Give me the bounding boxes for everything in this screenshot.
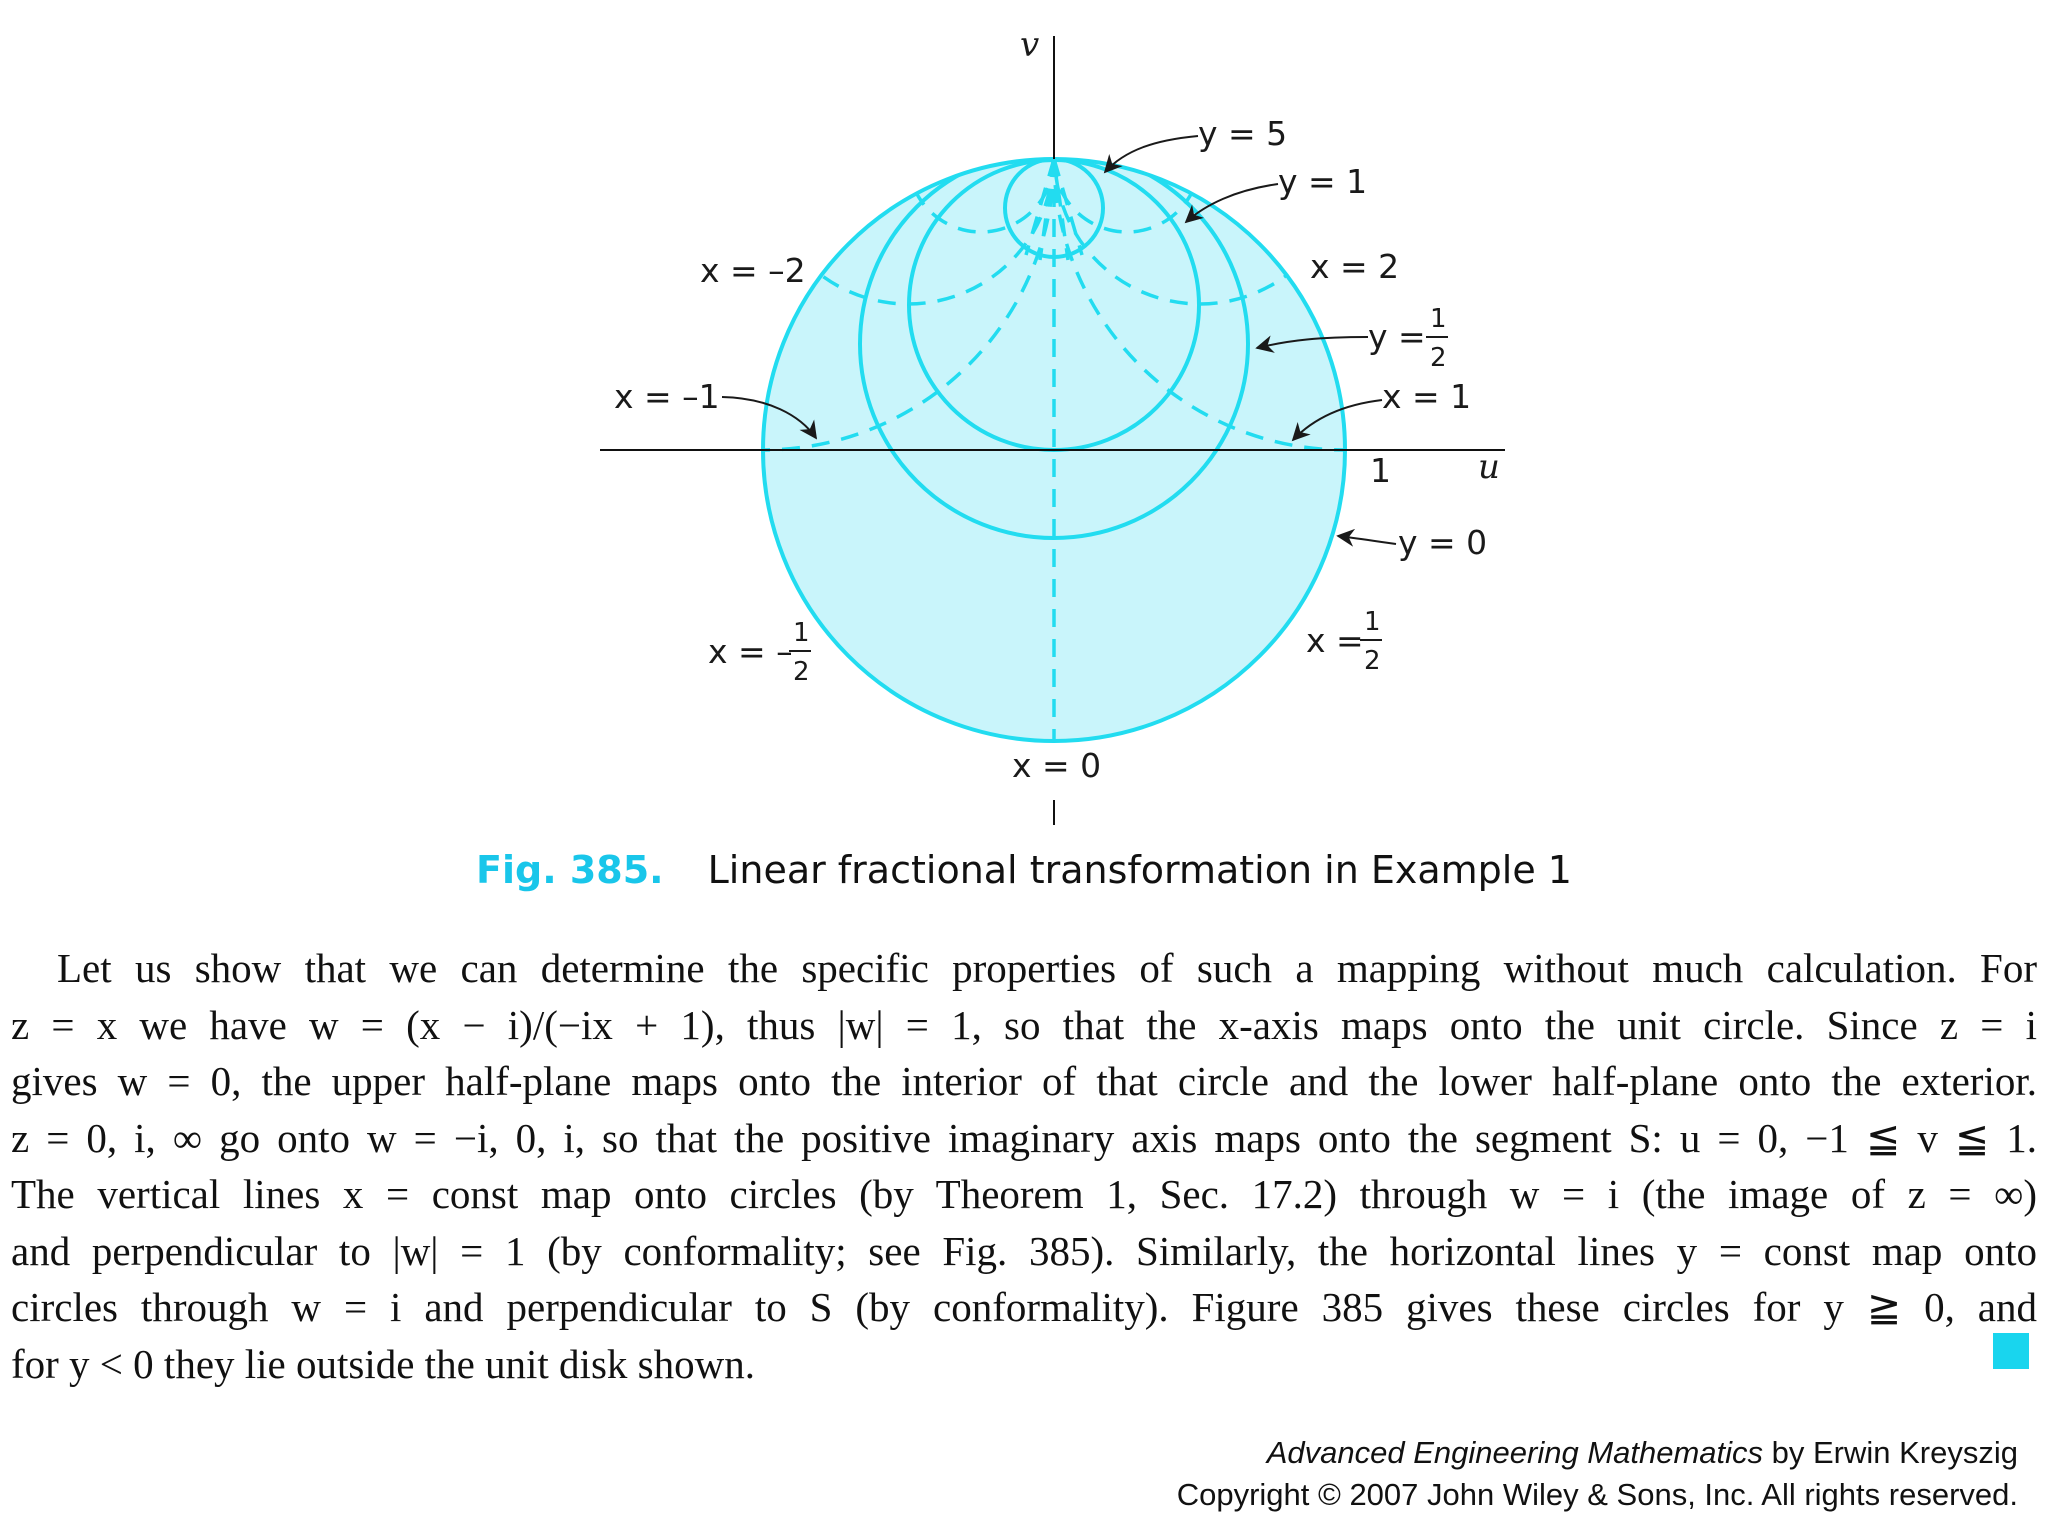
label-x-neg-half-den: 2	[793, 657, 810, 687]
label-x-neg1: x = –1	[614, 377, 720, 416]
v-axis-label: v	[1020, 25, 1040, 65]
label-y-half-num: 1	[1430, 304, 1447, 334]
body-line-1: Let us show that we can determine the specific properties of such a mapping without much calculation. For	[57, 945, 2037, 991]
label-x-neg-half-num: 1	[793, 618, 810, 648]
label-y1: y = 1	[1278, 162, 1368, 201]
figure-caption	[0, 848, 2048, 904]
copyright-footer	[1177, 1432, 2018, 1516]
figure-caption-text: Linear fractional transformation in Example 1	[707, 848, 1572, 892]
body-line-8: for y < 0 they lie outside the unit disk shown.	[11, 1340, 755, 1387]
figure-number: Fig. 385.	[476, 848, 664, 892]
book-author: by Erwin Kreyszig	[1763, 1435, 2018, 1470]
label-y0: y = 0	[1398, 523, 1488, 562]
label-x2: x = 2	[1310, 247, 1400, 286]
label-y-half: y =	[1368, 317, 1426, 356]
label-x-neg2: x = –2	[700, 251, 806, 290]
label-x0: x = 0	[1012, 746, 1102, 785]
body-line-7: circles through w = i and perpendicular to S (by conformality). Figure 385 gives these circles for y ≧ 0, and	[11, 1284, 2037, 1330]
label-x-neg-half: x = –	[708, 632, 793, 671]
body-paragraph	[11, 940, 2037, 1392]
body-line-6: and perpendicular to |w| = 1 (by conformality; see Fig. 385). Similarly, the horizontal lines y = const map onto	[11, 1227, 2037, 1274]
body-line-3: gives w = 0, the upper half-plane maps onto the interior of that circle and the lower half-plane onto the exterior.	[11, 1058, 2037, 1104]
label-x-half: x =	[1306, 621, 1364, 660]
arrow-y0	[1338, 536, 1396, 544]
book-title: Advanced Engineering Mathematics	[1266, 1435, 1764, 1470]
body-line-2: z = x we have w = (x − i)/(−ix + 1), thus |w| = 1, so that the x-axis maps onto the unit circle. Since z = i	[11, 1001, 2037, 1048]
label-x-half-num: 1	[1364, 607, 1381, 637]
label-x1: x = 1	[1382, 377, 1472, 416]
label-y5: y = 5	[1198, 114, 1288, 153]
label-x-half-den: 2	[1364, 646, 1381, 676]
label-y-half-den: 2	[1430, 343, 1447, 373]
u-axis-label: u	[1478, 447, 1500, 487]
end-of-example-square	[1993, 1333, 2029, 1369]
u-one-label: 1	[1370, 451, 1391, 490]
copyright-line: Copyright © 2007 John Wiley & Sons, Inc. All rights reserved.	[1176, 1477, 2018, 1512]
body-line-4: z = 0, i, ∞ go onto w = −i, 0, i, so that the positive imaginary axis maps onto the segment S: u = 0, −1 ≦ v ≦ 1.	[11, 1114, 2037, 1161]
body-line-5: The vertical lines x = const map onto circles (by Theorem 1, Sec. 17.2) through w = i (the image of z = ∞)	[11, 1171, 2037, 1217]
